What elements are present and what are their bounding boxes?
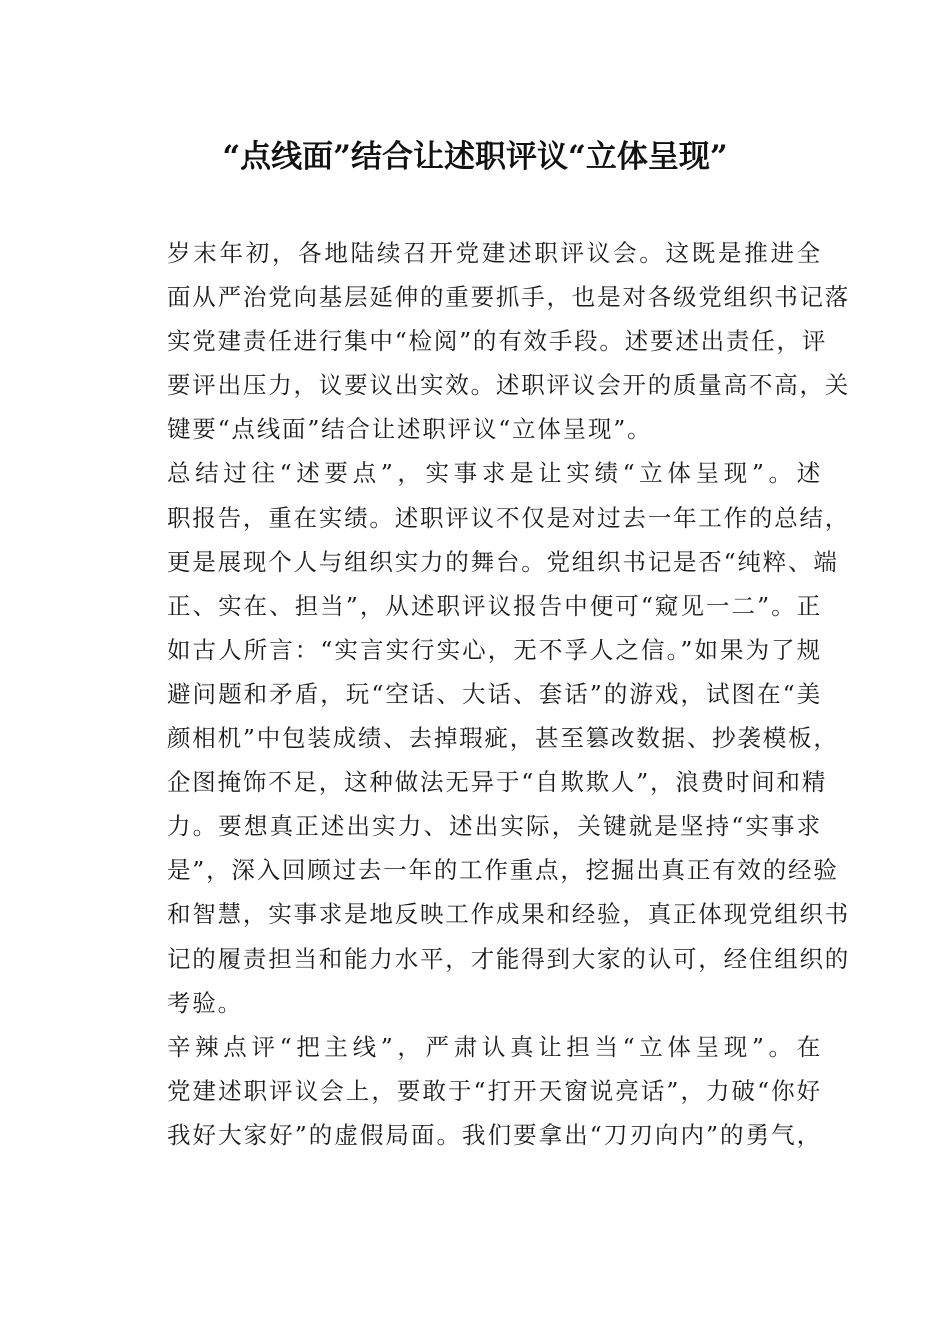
paragraph-line: 企图掩饰不足，这种做法无异于“自欺欺人”，浪费时间和精 (167, 768, 828, 797)
paragraph-line: 面从严治党向基层延伸的重要抓手，也是对各级党组织书记落 (167, 283, 851, 312)
paragraph-line: 是”，深入回顾过去一年的工作重点，挖掘出真正有效的经验 (167, 856, 839, 885)
document-body (120, 231, 851, 1157)
paragraph-line: 党建述职评议会上，要敢于“打开天窗说亮话”，力破“你好 (167, 1076, 822, 1105)
paragraph-line: 正、实在、担当”，从述职评议报告中便可“窥见一二”。正 (167, 591, 822, 620)
paragraph-line: 总结过往“述要点”，实事求是让实绩“立体呈现”。述 (167, 459, 822, 488)
paragraph-line: 记的履责担当和能力水平，才能得到大家的认可，经住组织的 (167, 944, 851, 973)
paragraph-line: 避问题和矛盾，玩“空话、大话、套话”的游戏，试图在“美 (167, 679, 822, 708)
paragraph-line: 要评出压力，议要议出实效。述职评议会开的质量高不高，关 (167, 371, 851, 400)
paragraph-line: 我好大家好”的虚假局面。我们要拿出“刀刃向内”的勇气， (167, 1120, 822, 1149)
paragraph-line: 键要“点线面”结合让述职评议“立体呈现”。 (167, 415, 653, 444)
paragraph-line: 岁末年初，各地陆续召开党建述职评议会。这既是推进全 (167, 239, 822, 267)
paragraph-2 (120, 451, 851, 1024)
paragraph-line: 辛辣点评“把主线”，严肃认真让担当“立体呈现”。在 (167, 1032, 822, 1061)
paragraph-line: 考验。 (167, 988, 243, 1017)
paragraph-line: 力。要想真正述出实力、述出实际，关键就是坚持“实事求 (167, 812, 822, 841)
paragraph-line: 颜相机”中包装成绩、去掉瑕疵，甚至篡改数据、抄袭模板， (167, 724, 839, 753)
paragraph-line: 如古人所言：“实言实行实心，无不孚人之信。”如果为了规 (167, 635, 822, 664)
document-title: “点线面”结合让述职评议“立体呈现” (222, 139, 728, 175)
paragraph-line: 更是展现个人与组织实力的舞台。党组织书记是否“纯粹、端 (167, 547, 839, 576)
paragraph-line: 职报告，重在实绩。述职评议不仅是对过去一年工作的总结， (167, 503, 851, 532)
paragraph-line: 和智慧，实事求是地反映工作成果和经验，真正体现党组织书 (167, 900, 851, 929)
paragraph-1 (120, 231, 851, 451)
paragraph-line: 实党建责任进行集中“检阅”的有效手段。述要述出责任，评 (167, 327, 828, 356)
paragraph-3 (120, 1025, 822, 1157)
